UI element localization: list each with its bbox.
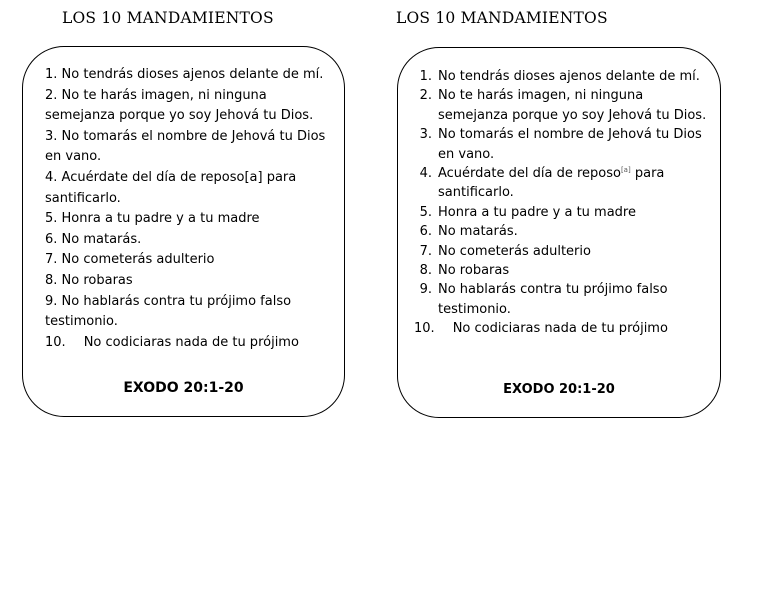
list-item: 1. No tendrás dioses ajenos delante de mí.: [45, 67, 324, 82]
list-item: [45, 333, 335, 354]
item-number: 10.: [414, 321, 435, 337]
item-number: 3.: [419, 127, 432, 143]
footnote-link[interactable]: [a]: [620, 166, 631, 175]
bible-reference: EXODO 20:1-20: [503, 382, 615, 397]
list-item: [414, 319, 710, 338]
list-item: 9. No hablarás contra tu prójimo falso testimonio.: [45, 293, 292, 330]
item-number: 8.: [419, 263, 432, 279]
commandments-card-2: [397, 47, 721, 418]
list-item: 3. No tomarás el nombre de Jehová tu Dios en vano.: [45, 128, 326, 165]
item-text: No codiciaras nada de tu prójimo: [452, 321, 668, 337]
item-text: No codiciaras nada de tu prójimo: [83, 334, 299, 350]
commandments-list: [414, 67, 710, 339]
item-text: Honra a tu padre y a tu madre: [438, 204, 636, 220]
list-item: 2. No te harás imagen, ni ninguna semejanza porque yo soy Jehová tu Dios.: [45, 87, 314, 124]
item-number: 5.: [419, 204, 432, 220]
item-text: Acuérdate del día de reposo: [438, 166, 621, 182]
list-item: 6. No matarás.: [45, 231, 142, 247]
item-number: 4.: [419, 166, 432, 182]
list-item: [414, 203, 710, 222]
bible-reference: EXODO 20:1-20: [123, 380, 244, 396]
list-item: [414, 86, 710, 125]
item-text: No cometerás adulterio: [438, 243, 591, 259]
item-number: 6.: [419, 224, 432, 240]
item-text: No tomarás el nombre de Jehová tu Dios en vano.: [438, 127, 702, 162]
list-item: [414, 222, 710, 241]
list-item: 5. Honra a tu padre y a tu madre: [45, 211, 260, 227]
item-text: No matarás.: [438, 224, 518, 240]
card-1-title: LOS 10 MANDAMIENTOS: [62, 9, 274, 27]
item-number: 7.: [419, 243, 432, 259]
list-item: [414, 261, 710, 280]
commandments-list: [45, 65, 335, 353]
item-text: No hablarás contra tu prójimo falso testimonio.: [438, 282, 668, 317]
list-item: 7. No cometerás adulterio: [45, 252, 215, 268]
item-text: No tendrás dioses ajenos delante de mí.: [438, 69, 700, 84]
list-item: 8. No robaras: [45, 272, 133, 288]
card-2-title: LOS 10 MANDAMIENTOS: [396, 9, 608, 27]
item-text: No te harás imagen, ni ninguna semejanza porque yo soy Jehová tu Dios.: [438, 88, 707, 123]
commandments-card-1: [22, 46, 345, 417]
item-text: No robaras: [438, 263, 510, 279]
list-item: [414, 125, 710, 164]
list-item: [414, 280, 710, 319]
item-text: para santificarlo.: [438, 166, 665, 201]
list-item: [414, 164, 710, 203]
list-item: [414, 67, 710, 86]
list-item: [414, 242, 710, 261]
item-number: 10.: [45, 334, 66, 350]
item-number: 9.: [419, 282, 432, 298]
item-number: 2.: [419, 88, 432, 104]
list-item: 4. Acuérdate del día de reposo[a] para santificarlo.: [45, 169, 297, 206]
item-number: 1.: [419, 69, 432, 84]
